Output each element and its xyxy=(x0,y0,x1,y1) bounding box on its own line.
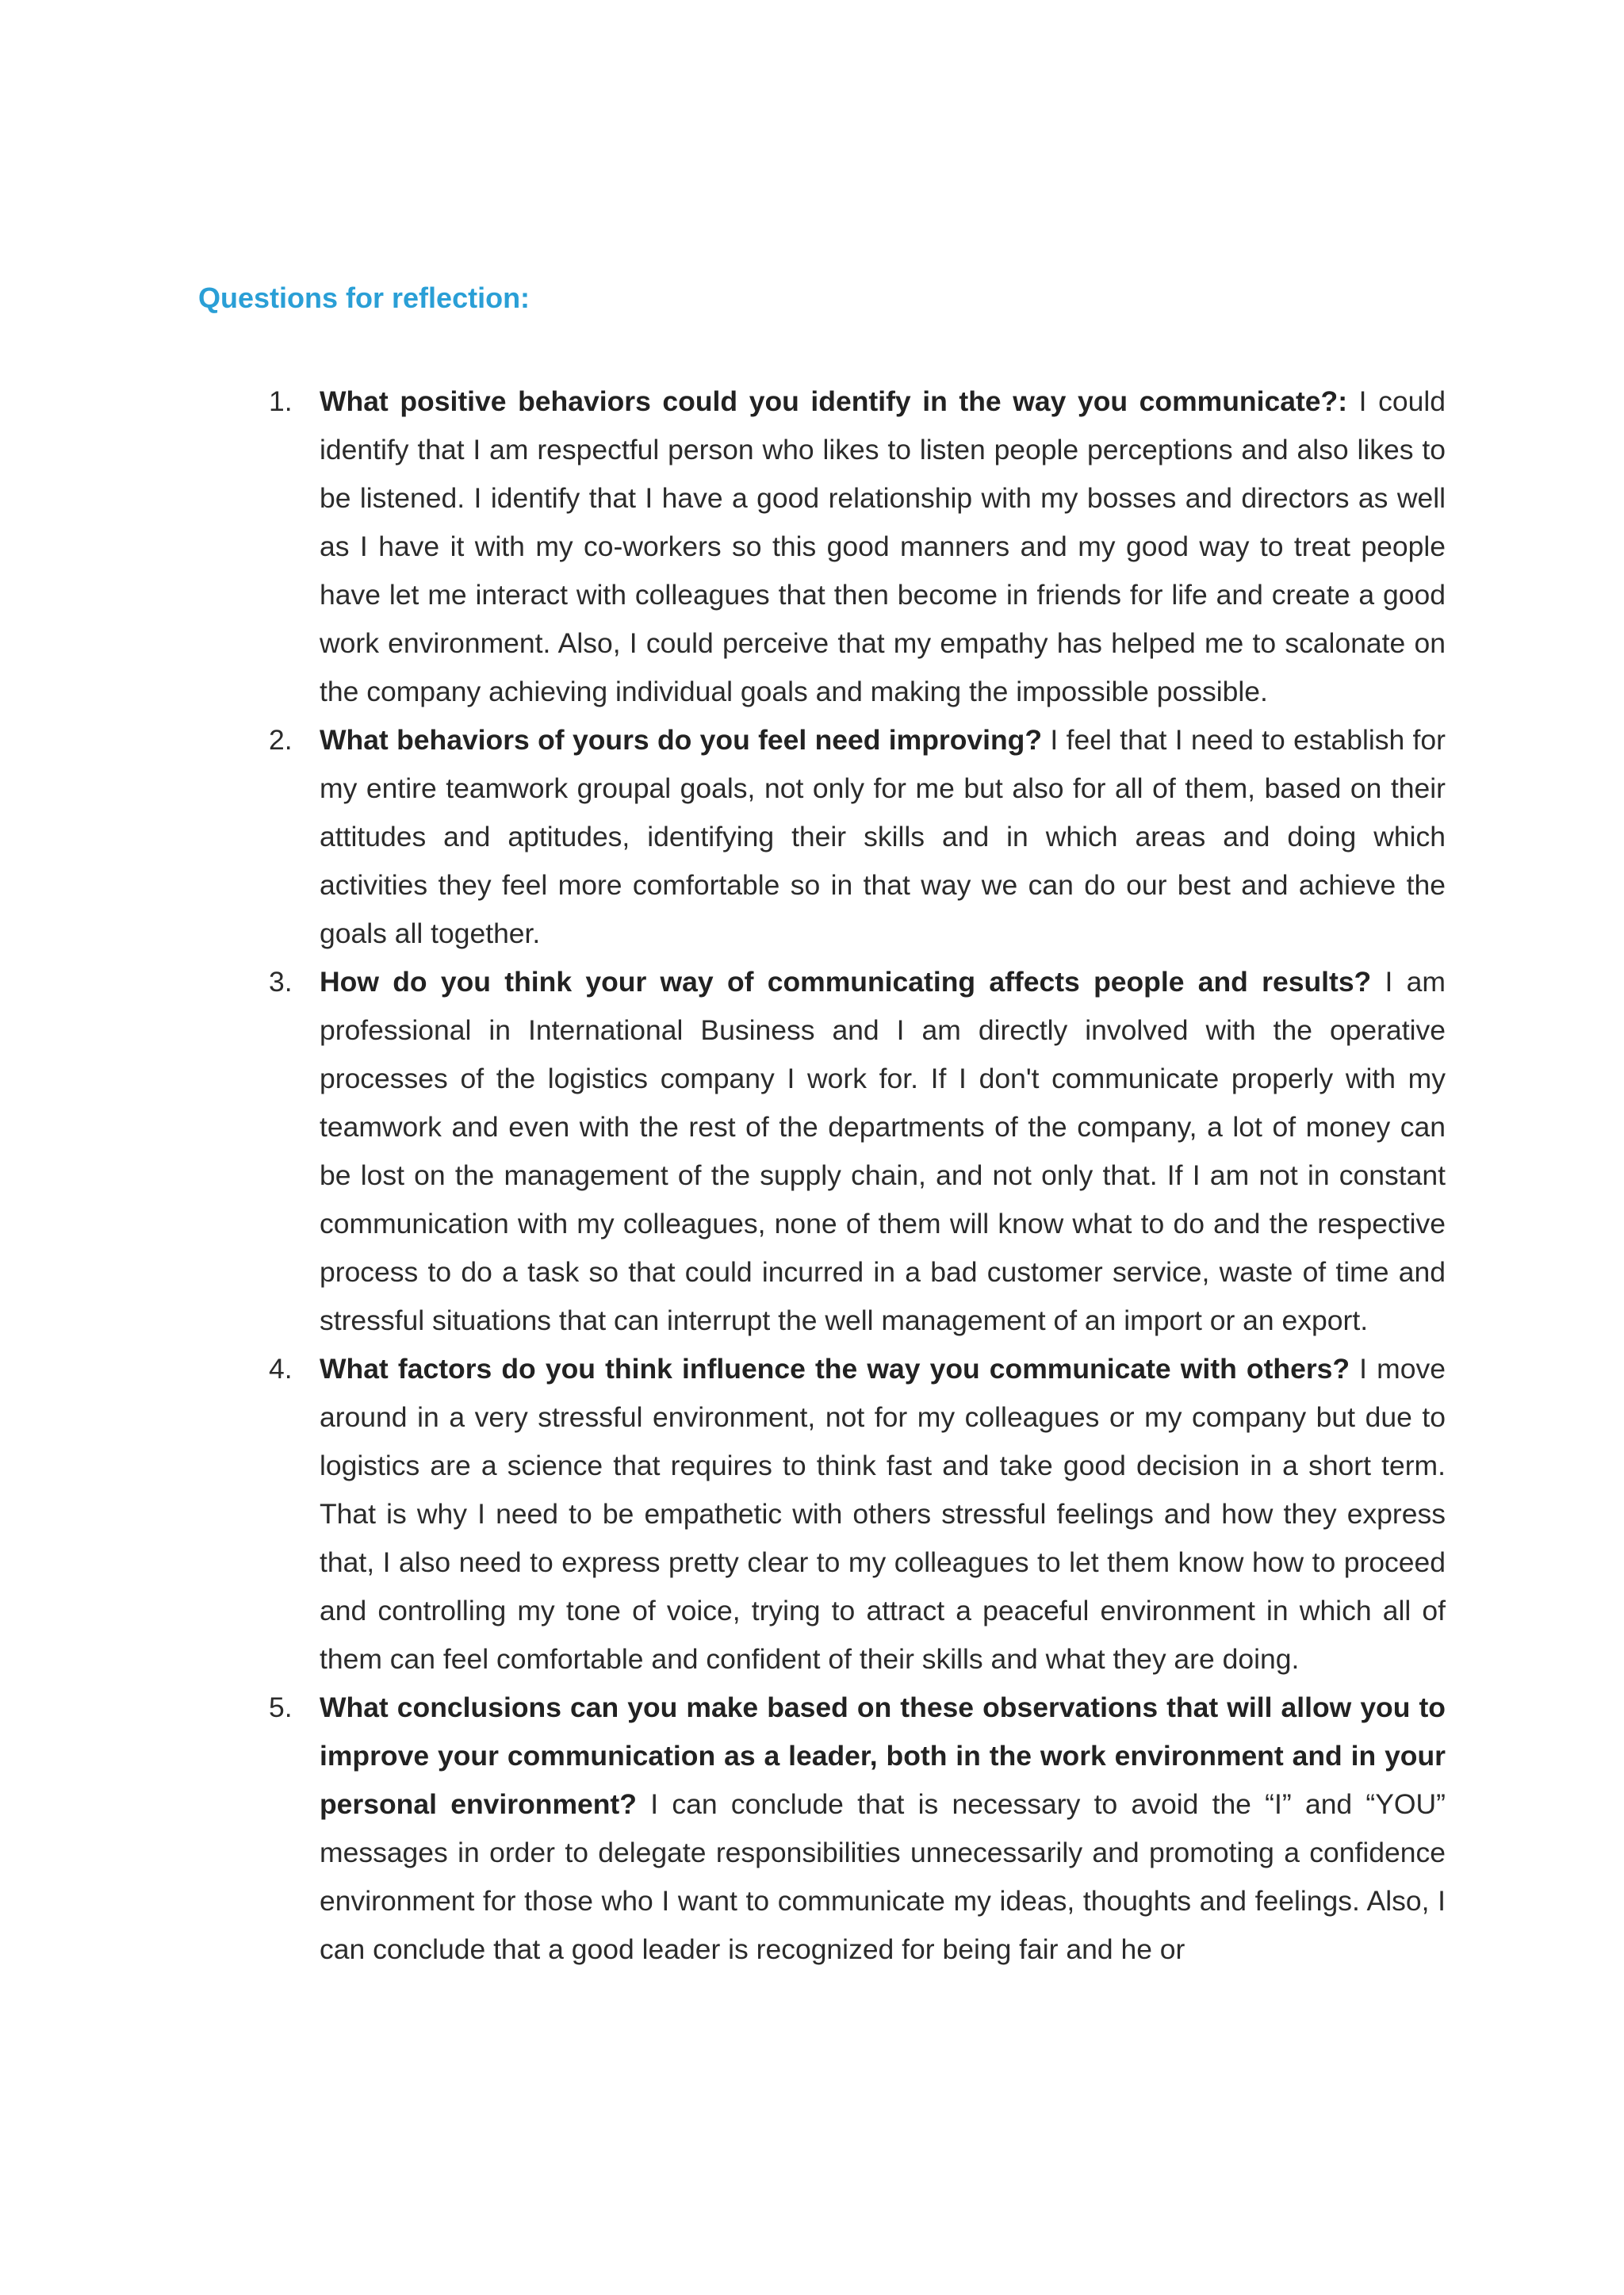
answer-text: I feel that I need to establish for my entire teamwork groupal goals, not only for me but also for all of them, based on their attitudes and aptitudes, identifying their skills and in which areas and doing which activities they feel more comfortable so in that way we can do our best and achieve the goals all together. xyxy=(320,724,1446,949)
reflection-question-list xyxy=(269,377,1446,1974)
list-item xyxy=(269,1684,1446,1974)
item-number: 3. xyxy=(269,966,293,998)
answer-text: I am professional in International Business and I am directly involved with the operative processes of the logistics company I work for. If I don't communicate properly with my teamwork and even with the rest of the departments of the company, a lot of money can be lost on the management of the supply chain, and not only that. If I am not in constant communication with my colleagues, none of them will know what to do and the respective process to do a task so that could incurred in a bad customer service, waste of time and stressful situations that can interrupt the well management of an import or an export. xyxy=(320,966,1446,1336)
answer-text: I could identify that I am respectful person who likes to listen people perceptions and also likes to be listened. I identify that I have a good relationship with my bosses and directors as well as I have it with my co-workers so this good manners and my good way to treat people have let me interact with colleagues that then become in friends for life and create a good work environment. Also, I could perceive that my empathy has helped me to scalonate on the company achieving individual goals and making the impossible possible. xyxy=(320,385,1446,707)
question-text: How do you think your way of communicating affects people and results? xyxy=(320,966,1372,998)
section-heading: Questions for reflection: xyxy=(198,282,530,314)
question-text: What behaviors of yours do you feel need improving? xyxy=(320,724,1043,756)
list-item xyxy=(269,377,1446,716)
list-item xyxy=(269,1345,1446,1684)
question-text: What conclusions can you make based on these observations that will allow you to improve your communication as a leader, both in the work environment and in your personal environment? xyxy=(320,1692,1446,1820)
question-text: What factors do you think influence the way you communicate with others? xyxy=(320,1353,1350,1385)
item-number: 5. xyxy=(269,1692,293,1723)
item-number: 1. xyxy=(269,385,293,417)
item-number: 4. xyxy=(269,1353,293,1385)
list-item xyxy=(269,958,1446,1345)
list-item xyxy=(269,716,1446,958)
question-text: What positive behaviors could you identify in the way you communicate?: xyxy=(320,385,1348,417)
answer-text: I can conclude that is necessary to avoid the “I” and “YOU” messages in order to delegate responsibilities unnecessarily and promoting a confidence environment for those who I want to communicate my ideas, thoughts and feelings. Also, I can conclude that a good leader is recognized for being fair and he or xyxy=(320,1788,1446,1965)
answer-text: I move around in a very stressful environment, not for my colleagues or my company but due to logistics are a science that requires to think fast and take good decision in a short term. That is why I need to be empathetic with others stressful feelings and how they express that, I also need to express pretty clear to my colleagues to let them know how to proceed and controlling my tone of voice, trying to attract a peaceful environment in which all of them can feel comfortable and confident of their skills and what they are doing. xyxy=(320,1353,1446,1675)
item-number: 2. xyxy=(269,724,293,756)
